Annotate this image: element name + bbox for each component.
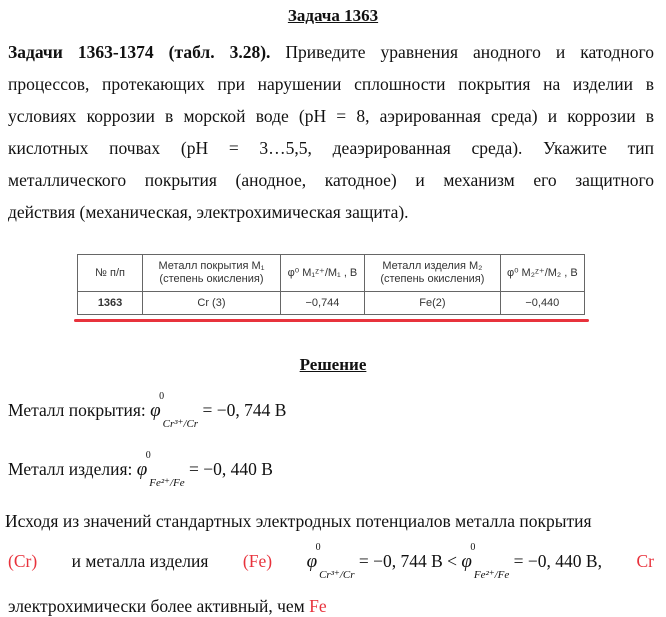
cr-mark-end: Cr	[636, 551, 654, 571]
variant-table	[77, 254, 585, 315]
conclusion-line-3: электрохимически более активный, чем Fe	[8, 596, 327, 616]
table-cell: −0,744	[280, 292, 364, 315]
table-cell: Fe(2)	[365, 292, 501, 315]
fe-mark: (Fe)	[242, 551, 273, 571]
conclusion-line-2: (Cr) и металла изделия (Fe) φ 0 $_{Cr^{3+}/Cr}$ = −0, 744 В < φ 0 $_{Fe^{2+}/Fe}$ = −0, 440 В, Cr	[8, 542, 654, 581]
phi-symbol: φ 0 $_{Cr^{3+}/Cr}$	[306, 542, 355, 581]
description-line-2: процессов, протекающих при нарушении сплошности покрытия на изделии в	[8, 74, 654, 94]
red-underline	[74, 319, 589, 322]
solution-title: Решение	[299, 355, 367, 374]
task-title: Задача 1363	[287, 6, 379, 25]
table-header: № п/п	[78, 255, 143, 292]
table-header-row	[78, 255, 585, 292]
conclusion-line-1: Исходя из значений стандартных электродных потенциалов металла покрытия	[5, 511, 592, 531]
description-line-4: кислотных почвах (pH = 3…5,5, деаэрированная среда). Укажите тип	[8, 138, 654, 158]
phi-symbol: φ 0 $_{Cr^{3+}/Cr}$	[150, 391, 199, 430]
description-line-6: действия (механическая, электрохимическая защита).	[8, 202, 409, 222]
coating-metal-line: Металл покрытия: φ 0 $_{Cr^{3+}/Cr}$ = −0, 744 В	[8, 391, 287, 430]
description-line-1: Задачи 1363-1374 (табл. 3.28). Приведите уравнения анодного и катодного	[8, 42, 654, 62]
description-line-5: металлического покрытия (анодное, катодное) и механизм его защитного	[8, 170, 654, 190]
description-line-3: условиях коррозии в морской воде (pH = 8, аэрированная среда) и коррозии в	[8, 106, 654, 126]
product-metal-line: Металл изделия: φ 0 $_{Fe^{2+}/Fe}$ = −0, 440 В	[8, 450, 273, 489]
table-header: Металл изделия M₂ (степень окисления)	[365, 255, 501, 292]
table-row	[78, 292, 585, 315]
table-cell: −0,440	[500, 292, 584, 315]
cr-mark: (Cr)	[8, 551, 38, 571]
phi-symbol: φ 0 $_{Fe^{2+}/Fe}$	[136, 450, 185, 489]
table-cell: 1363	[78, 292, 143, 315]
task-description	[8, 36, 654, 228]
table-header: φ⁰ M₂ᶻ⁺/M₂ , B	[500, 255, 584, 292]
phi-symbol: φ 0 $_{Fe^{2+}/Fe}$	[461, 542, 510, 581]
task-range-bold: Задачи 1363-1374 (табл. 3.28).	[8, 42, 271, 62]
table-header: φ⁰ M₁ᶻ⁺/M₁ , B	[280, 255, 364, 292]
table-cell: Cr (3)	[143, 292, 281, 315]
table-header: Металл покрытия M₁ (степень окисления)	[143, 255, 281, 292]
